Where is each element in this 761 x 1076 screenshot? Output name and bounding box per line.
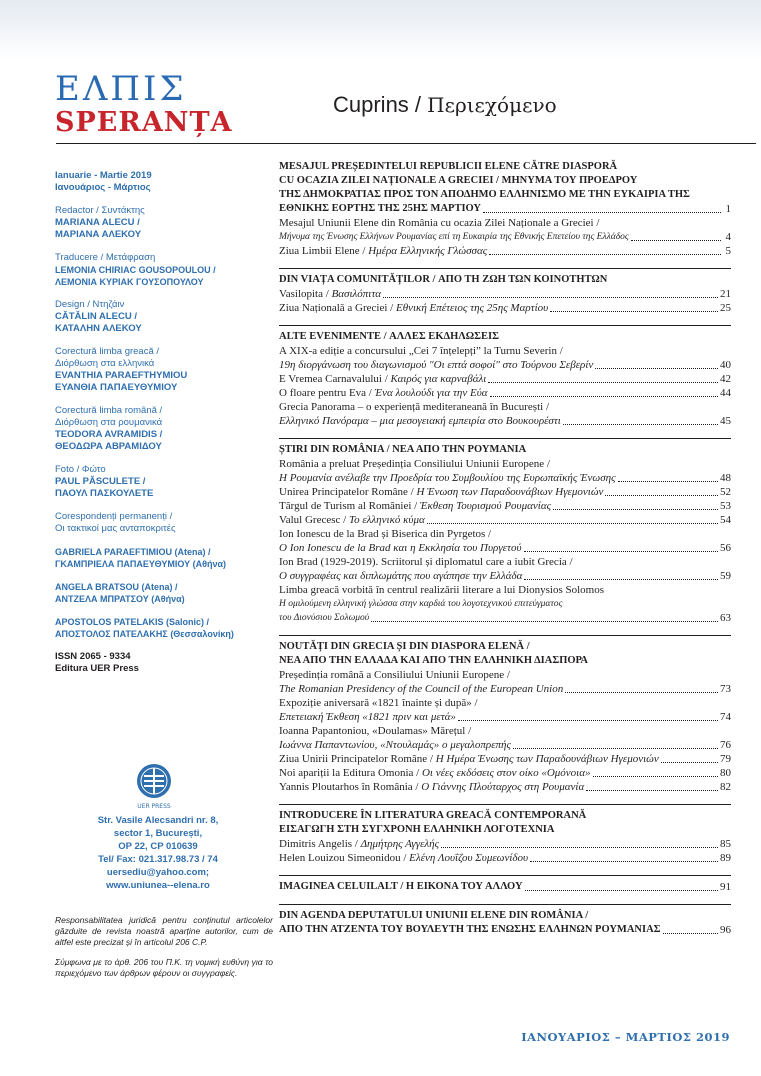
toc-entry[interactable]: Επετειακή Έκθεση «1821 πριν και μετά» 74 bbox=[279, 711, 731, 723]
correspondent-1: GABRIELA PARAEFTIMIOU (Atena) / ΓΚΑΜΠΡΙΕΛΑ ΠΑΠΑΕΥΘΥΜΙΟΥ (Αθήνα) bbox=[55, 547, 226, 569]
page-footer-date: ΙΑΝΟΥΑΡΙΟΣ – ΜΑΡΤΙΟΣ 2019 bbox=[521, 1030, 730, 1044]
contents-heading bbox=[333, 92, 557, 118]
toc-section-community-life: DIN VIAȚA COMUNITĂȚILOR / ΑΠΟ ΤΗ ΖΩΗ ΤΩΝ ΚΟΙΝΟΤΗΤΩΝ Vasilopita / Βασιλόπιτα 21 Ziua Națională a Greciei / Εθνική Επέτειος της 25ης Μαρτίου 25 bbox=[279, 268, 731, 315]
toc-section-news-romania: ȘTIRI DIN ROMÂNIA / ΝΕΑ ΑΠΟ ΤΗΝ ΡΟΥΜΑΝΙΑ România a preluat Președinția Consiliului Uniunii Europene / Η Ρουμανία ανέλαβε την Προεδρία του Συμβουλίου της Ευρωπαϊκής Ένωσης 48 Unirea Principatelor Române / Η Ένωση των Παραδουνάβιων Ηγεμονιών 52 Târgul de Turism al României / Έκθεση Τουρισμού Ρουμανίας 53 Valul Grecesc / Το ελληνικό κύμα 54 Ion Ionescu de la Brad și Biserica din Pyrgetos / Ο Ion Ionescu de la Brad και η Εκκλησία του Πυργετού 56 Ion Brad (1929-2019). Scriitorul și diplomatul care a iubit Grecia / Ο συγγραφέας και διπλωμάτης που αγάπησε την Ελλάδα 59 Limba greacă vorbită în centrul realizării literare a lui Dionysios Solomos Η ομιλούμενη ελληνική γλώσσα στην καρδιά του λογοτεχνικού επιτεύγματος του Διονύσιου Σολωμού 63 bbox=[279, 438, 731, 625]
toc-entry[interactable]: Vasilopita / Βασιλόπιτα 21 bbox=[279, 288, 731, 300]
masthead-title-greek: ΕΛΠΙΣ bbox=[55, 69, 187, 109]
contact-address: Str. Vasile Alecsandri nr. 8, sector 1, București, OP 22, CP 010639 Tel/ Fax: 021.317.98.73 / 74 uersediu@yahoo.com; www.uniunea--elena.ro bbox=[88, 814, 228, 892]
staff-design: Design / Ντηζάιν CĂTĂLIN ALECU / ΚΑΤΑΛΗΝ ΑΛΕΚΟΥ bbox=[55, 299, 142, 334]
legal-disclaimer bbox=[55, 915, 273, 988]
toc-entry[interactable]: Valul Grecesc / Το ελληνικό κύμα 54 bbox=[279, 514, 731, 526]
contact-website[interactable]: www.uniunea--elena.ro bbox=[106, 880, 210, 891]
issue-date: Ianuarie - Martie 2019 Ιανουάριος - Μάρτιος bbox=[55, 170, 152, 193]
toc-entry[interactable]: Helen Louizou Simeonidou / Ελένη Λουΐζου Συμεωνίδου 89 bbox=[279, 852, 731, 864]
toc-entry[interactable]: Noi apariții la Editura Omonia / Οι νέες εκδόσεις στον οίκο «Ομόνοια» 80 bbox=[279, 767, 731, 779]
toc-entry[interactable]: Ziua Limbii Elene / Ημέρα Ελληνικής Γλώσσας 5 bbox=[279, 245, 731, 257]
staff-romanian-proofreading: Corectură limba română / Διόρθωση στα ρουμανικά TEODORA AVRAMIDIS / ΘΕΟΔΩΡΑ ΑΒΡΑΜΙΔΟΥ bbox=[55, 405, 163, 452]
toc-entry[interactable]: Ελληνικό Πανόραμα – μια μεσογειακή εμπειρία στο Βουκουρέστι 45 bbox=[279, 415, 731, 427]
toc-entry[interactable]: ΕΘΝΙΚΗΣ ΕΟΡΤΗΣ ΤΗΣ 25ΗΣ ΜΑΡΤΙΟΥ 1 bbox=[279, 203, 731, 215]
correspondent-2: ANGELA BRATSOU (Atena) / ΑΝΤΖΕΛΑ ΜΠΡΑΤΣΟΥ (Αθήνα) bbox=[55, 582, 185, 604]
disclaimer-gr: Σύμφωνα με το άρθ. 206 του Π.Κ. τη νομική ευθύνη για το περιεχόμενο των άρθρων φέρουν οι συγγραφείς. bbox=[55, 957, 273, 978]
masthead-title-romanian: SPERANȚA bbox=[55, 107, 233, 138]
toc-section-news-greece: NOUTĂȚI DIN GRECIA ȘI DIN DIASPORA ELENĂ / ΝΕΑ ΑΠΟ ΤΗΝ ΕΛΛΑΔΑ ΚΑΙ ΑΠΟ ΤΗΝ ΕΛΛΗΝΙΚΗ ΔΙΑΣΠΟΡΑ Președinția română a Consiliului Uniunii Europene / The Romanian Presidency of the Council of the European Union 73 Expoziție aniversară «1821 înainte și după» / Επετειακή Έκθεση «1821 πριν και μετά» 74 Ioanna Papantoniou, «Doulamas» Mărețul / Ιωάννα Παπαντωνίου, «Ντουλαμάς» ο μεγαλοπρεπής 76 Ziua Unirii Principatelor Române / Η Ημέρα Ένωσης των Παραδουνάβιων Ηγεμονιών 79 Noi apariții la Editura Omonia / Οι νέες εκδόσεις στον οίκο «Ομόνοια» 80 Yannis Ploutarhos în România / Ο Γιάννης Πλούταρχος στη Ρουμανία 82 bbox=[279, 635, 731, 794]
toc-entry[interactable]: Ο Ion Ionescu de la Brad και η Εκκλησία του Πυργετού 56 bbox=[279, 542, 731, 554]
toc-entry[interactable]: Dimitris Angelis / Δημήτρης Αγγελής 85 bbox=[279, 838, 731, 850]
disclaimer-ro: Responsabilitatea juridică pentru conținutul articolelor găzduite de revista noastră aparține autorilor, cum de altfel este precizat și în articolul 206 C.P. bbox=[55, 915, 273, 947]
toc-entry[interactable]: Μήνυμα της Ένωσης Ελλήνων Ρουμανίας επί τη Ευκαιρία της Εθνικής Επετείου της Ελλάδος 4 bbox=[279, 231, 731, 243]
toc-entry[interactable]: ΑΠΟ ΤΗΝ ΑΤΖΕΝΤΑ ΤΟΥ ΒΟΥΛΕΥΤΗ ΤΗΣ ΕΝΩΣΗΣ ΕΛΛΗΝΩΝ ΡΟΥΜΑΝΙΑΣ 96 bbox=[279, 924, 731, 936]
correspondent-3: APOSTOLOS PATELAKIS (Salonic) / ΑΠΟΣΤΟΛΟΣ ΠΑΤΕΛΑΚΗΣ (Θεσσαλονίκη) bbox=[55, 617, 234, 639]
staff-translation: Traducere / Μετάφραση LEMONIA CHIRIAC GOUSOPOULOU / ΛΕΜΟΝΙΑ ΚΥΡΙΑΚ ΓΟΥΣΟΠΟΥΛΟΥ bbox=[55, 252, 216, 287]
toc-entry[interactable]: 19η διοργάνωση του διαγωνισμού "Οι επτά σοφοί" στο Τούρνου Σεβερίν 40 bbox=[279, 359, 731, 371]
toc-entry[interactable]: Târgul de Turism al României / Έκθεση Τουρισμού Ρουμανίας 53 bbox=[279, 500, 731, 512]
editorial-sidebar bbox=[55, 170, 270, 686]
staff-photo: Foto / Φώτο PAUL PĂSCULETE / ΠΑΟΥΛ ΠΑΣΚΟΥΛΕΤΕ bbox=[55, 464, 154, 499]
toc-entry[interactable]: The Romanian Presidency of the Council of the European Union 73 bbox=[279, 683, 731, 695]
toc-section-image-of-other bbox=[279, 875, 731, 894]
toc-section-greek-literature: INTRODUCERE ÎN LITERATURA GREACĂ CONTEMPORANĂ ΕΙΣΑΓΩΓΗ ΣΤΗ ΣΥΓΧΡΟΝΗ ΕΛΛΗΝΙΚΗ ΛΟΓΟΤΕΧΝΙΑ Dimitris Angelis / Δημήτρης Αγγελής 85 Helen Louizou Simeonidou / Ελένη Λουΐζου Συμεωνίδου 89 bbox=[279, 804, 731, 865]
staff-editor: Redactor / Συντάκτης MARIANA ALECU / ΜΑΡΙΑΝΑ ΑΛΕΚΟΥ bbox=[55, 205, 145, 240]
toc-entry[interactable]: Ιωάννα Παπαντωνίου, «Ντουλαμάς» ο μεγαλοπρεπής 76 bbox=[279, 739, 731, 751]
toc-entry[interactable]: Ziua Națională a Greciei / Εθνική Επέτειος της 25ης Μαρτίου 25 bbox=[279, 302, 731, 314]
staff-greek-proofreading: Corectură limba greacă / Διόρθωση στα ελληνικά EVANTHIA PARAEFTHYMIOU ΕΥΑΝΘΙΑ ΠΑΠΑΕΥΘΥΜΙΟΥ bbox=[55, 346, 188, 393]
uer-press-logo-text: UER PRESS bbox=[137, 803, 171, 810]
contact-email[interactable]: uersediu@yahoo.com; bbox=[106, 867, 210, 878]
contents-heading-ro: Cuprins bbox=[333, 92, 409, 117]
top-gradient bbox=[0, 0, 761, 60]
contents-heading-sep: / bbox=[408, 92, 428, 117]
contents-heading-gr: Περιεχόμενο bbox=[427, 93, 557, 117]
toc-entry[interactable]: του Διονύσιου Σολωμού 63 bbox=[279, 612, 731, 624]
staff-correspondents: Corespondenți permanenți / Οι τακτικοί μας ανταποκριτές bbox=[55, 511, 176, 534]
toc-entry[interactable]: Yannis Ploutarhos în România / Ο Γιάννης Πλούταρχος στη Ρουμανία 82 bbox=[279, 781, 731, 793]
toc-entry[interactable]: O floare pentru Eva / Ένα λουλούδι για την Εύα 44 bbox=[279, 387, 731, 399]
toc-section-deputy-agenda: DIN AGENDA DEPUTATULUI UNIUNII ELENE DIN ROMÂNIA / ΑΠΟ ΤΗΝ ΑΤΖΕΝΤΑ ΤΟΥ ΒΟΥΛΕΥΤΗ ΤΗΣ ΕΝΩΣΗΣ ΕΛΛΗΝΩΝ ΡΟΥΜΑΝΙΑΣ 96 bbox=[279, 904, 731, 937]
toc-entry[interactable]: Η Ρουμανία ανέλαβε την Προεδρία του Συμβουλίου της Ευρωπαϊκής Ένωσης 48 bbox=[279, 472, 731, 484]
toc-section-president-message: MESAJUL PREȘEDINTELUI REPUBLICII ELENE CĂTRE DIASPORĂ CU OCAZIA ZILEI NAȚIONALE A GRECIEI / ΜΗΝΥΜΑ ΤΟΥ ΠΡΟΕΔΡΟΥ ΤΗΣ ΔΗΜΟΚΡΑΤΙΑΣ ΠΡΟΣ ΤΟΝ ΑΠΟΔΗΜΟ ΕΛΛΗΝΙΣΜΟ ΜΕ ΤΗΝ ΕΥΚΑΙΡΙΑ ΤΗΣ ΕΘΝΙΚΗΣ ΕΟΡΤΗΣ ΤΗΣ 25ΗΣ ΜΑΡΤΙΟΥ 1 Mesajul Uniunii Elene din România cu ocazia Zilei Naționale a Greciei / Μήνυμα της Ένωσης Ελλήνων Ρουμανίας επί τη Ευκαιρία της Εθνικής Επετείου της Ελλάδος 4 Ziua Limbii Elene / Ημέρα Ελληνικής Γλώσσας 5 bbox=[279, 161, 731, 257]
toc-section-other-events: ALTE EVENIMENTE / ΑΛΛΕΣ ΕΚΔΗΛΩΣΕΙΣ A XIX-a ediție a concursului „Cei 7 înțelepți” la Turnu Severin / 19η διοργάνωση του διαγωνισμού "Οι επτά σοφοί" στο Τούρνου Σεβερίν 40 E Vremea Carnavalului / Καιρός για καρναβάλι 42 O floare pentru Eva / Ένα λουλούδι για την Εύα 44 Grecia Panorama – o experiență mediteraneană în București / Ελληνικό Πανόραμα – μια μεσογειακή εμπειρία στο Βουκουρέστι 45 bbox=[279, 325, 731, 428]
table-of-contents bbox=[279, 160, 731, 947]
toc-entry[interactable]: Ziua Unirii Principatelor Române / Η Ημέρα Ένωσης των Παραδουνάβιων Ηγεμονιών 79 bbox=[279, 753, 731, 765]
toc-entry[interactable]: Ο συγγραφέας και διπλωμάτης που αγάπησε την Ελλάδα 59 bbox=[279, 570, 731, 582]
uer-press-logo-icon bbox=[133, 762, 175, 810]
toc-entry[interactable]: E Vremea Carnavalului / Καιρός για καρναβάλι 42 bbox=[279, 373, 731, 385]
issn-block: ISSN 2065 - 9334 Editura UER Press bbox=[55, 651, 139, 674]
header-divider bbox=[56, 143, 756, 144]
toc-entry[interactable]: IMAGINEA CELUILALT / Η ΕΙΚΟΝΑ ΤΟΥ ΑΛΛΟΥ 91 bbox=[279, 881, 731, 893]
toc-entry[interactable]: Unirea Principatelor Române / Η Ένωση των Παραδουνάβιων Ηγεμονιών 52 bbox=[279, 486, 731, 498]
